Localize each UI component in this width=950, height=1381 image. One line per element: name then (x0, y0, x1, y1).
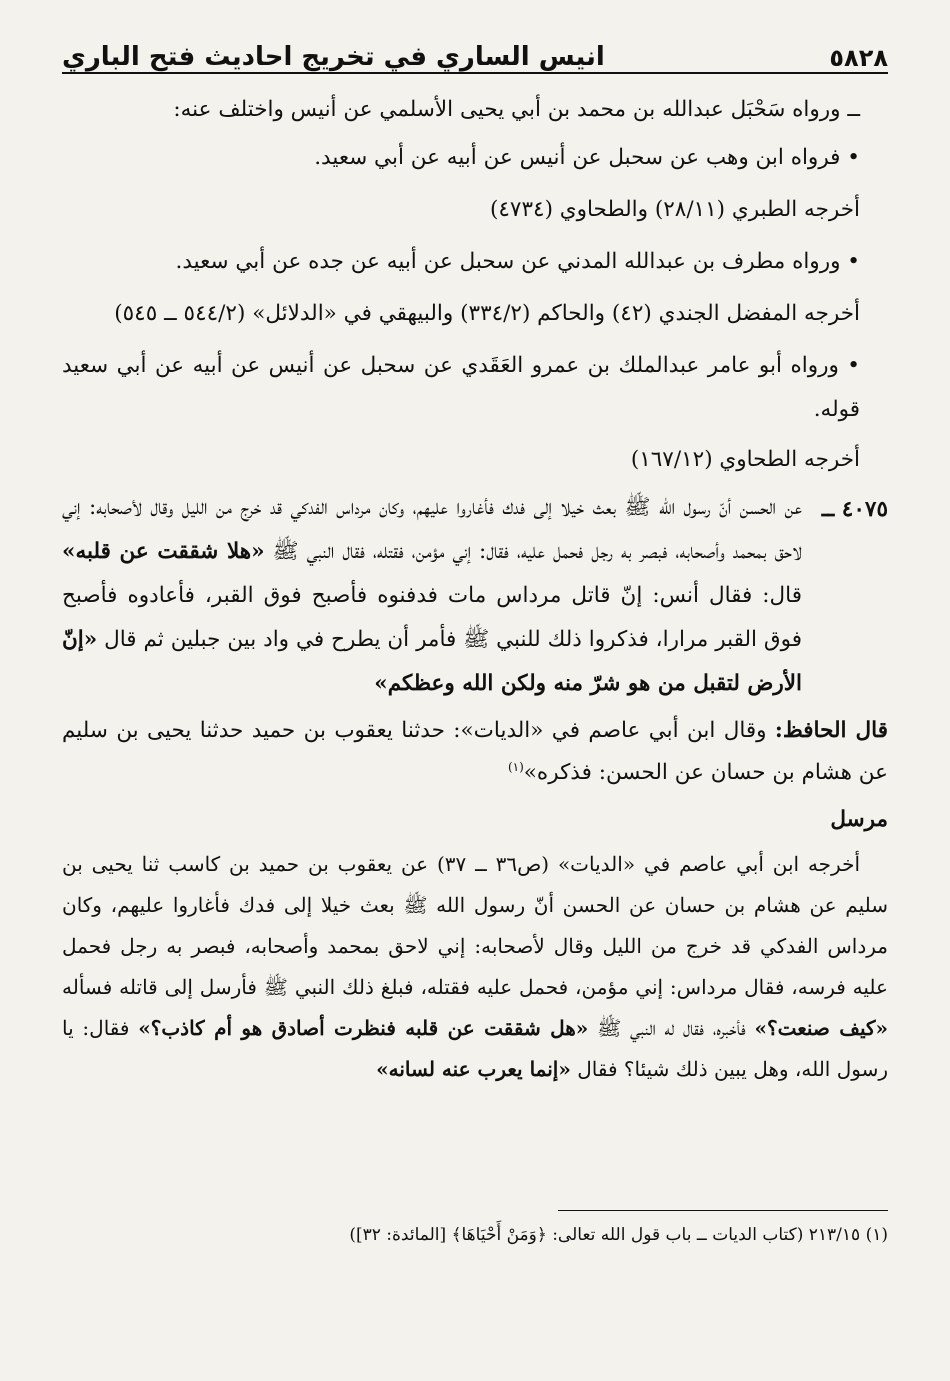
hadith-quote-2: «إنّ الأرض لتقبل من هو شرّ منه ولكن الله وعظكم» (62, 627, 802, 696)
paragraph-6: • ورواه أبو عامر عبدالملك بن عمرو العَقَدي عن سحبل عن أنيس عن أبيه عن أبي سعيد قوله. (62, 344, 888, 432)
takhrij-quote-2: «هل شققت عن قلبه فنظرت أصادق هو أم كاذب؟» (138, 1016, 589, 1040)
hafiz-text: وقال ابن أبي عاصم في «الديات»: حدثنا يعقوب بن حميد حدثنا يحيى بن سليم عن هشام بن حسان عن الحسن: فذكره» (62, 718, 888, 785)
hadith-text (62, 486, 802, 706)
document-page (62, 30, 888, 1350)
paragraph-5: أخرجه المفضل الجندي (٤٢) والحاكم (٣٣٤/٢) والبيهقي في «الدلائل» (٥٤٤/٢ ــ ٥٤٥) (114, 301, 860, 326)
paragraph-4: • ورواه مطرف بن عبدالله المدني عن سحبل عن أبيه عن جده عن أبي سعيد. (62, 238, 888, 286)
takhrij-quote-3: «إنما يعرب عنه لسانه» (376, 1057, 571, 1081)
hadith-text-part1: عن الحسن أنّ رسول الله ﷺ بعث خيلا إلى فدك فأغاروا عليهم، وكان مرداس الفدكي قد خرج من الليل وقال لأصحابه: إني لاحق بمحمد وأصحابه، فبصر به رجل فحمل عليه، فقال: إني مؤمن، فقتله، فقال النبي ﷺ (62, 495, 802, 564)
paragraph-2: • فرواه ابن وهب عن سحبل عن أنيس عن أبيه عن أبي سعيد. (62, 134, 888, 182)
takhrij-quote-1: «كيف صنعت؟» (754, 1016, 888, 1040)
hadith-quote-1: «هلا شققت عن قلبه» (62, 539, 265, 564)
takhrij-text-part1: أخرجه ابن أبي عاصم في «الديات» (ص٣٦ ــ ٣٧) عن يعقوب بن حميد بن كاسب ثنا يحيى بن سليم عن هشام بن حسان عن الحسن أنّ رسول الله ﷺ بعث خيلا إلى فدك فأغاروا عليهم، وكان مرداس الفدكي قد خرج من الليل وقال لأصحابه: إني لاحق بمحمد وأصحابه، فبصر به رجل فحمل عليه فرسه، فقال مرداس: إني مؤمن، فحمل عليه فقتله، فبلغ ذلك النبي ﷺ فأرسل إلى قاتله فسأله (62, 852, 888, 999)
takhrij-text-part3: فقال: يا رسول الله، وهل يبين ذلك شيئا؟ فقال (62, 1016, 888, 1081)
section-label: مرسل (830, 807, 888, 832)
hafiz-statement (62, 710, 888, 794)
page-number: ٥٨٢٨ (829, 44, 888, 72)
hadith-text-part2: قال: فقال أنس: إنّ قاتل مرداس مات فدفنوه فأصبح فوق القبر، فأعادوه فأصبح فوق القبر مرارا، فذكروا ذلك للنبي ﷺ فأمر أن يطرح في واد بين جبلين ثم قال (62, 583, 802, 652)
footnote-marker: (١) (507, 759, 524, 774)
paragraph-1: ــ ورواه سَحْبَل عبدالله بن محمد بن أبي يحيى الأسلمي عن أنيس واختلف عنه: (173, 97, 860, 122)
main-text (62, 86, 888, 1090)
footnote-divider (558, 1210, 888, 1211)
hafiz-label: قال الحافظ: (774, 718, 888, 743)
takhrij-paragraph (62, 844, 888, 1090)
paragraph-3: أخرجه الطبري (٢٨/١١) والطحاوي (٤٧٣٤) (489, 197, 860, 222)
hadith-number: ٤٠٧٥ ــ (821, 497, 888, 522)
takhrij-text-part2: فأخبره، فقال له النبي ﷺ (597, 1016, 746, 1040)
hadith-entry (62, 486, 888, 706)
book-title: انيس الساري في تخريج احاديث فتح الباري (62, 42, 605, 72)
paragraph-7: أخرجه الطحاوي (١٦٧/١٢) (630, 447, 860, 472)
footnote: (١) ٢١٣/١٥ (كتاب الديات ــ باب قول الله تعالى: ﴿وَمَنْ أَحْيَاهَا﴾ [المائدة: ٣٢]) (349, 1225, 888, 1245)
page-header (62, 30, 888, 74)
